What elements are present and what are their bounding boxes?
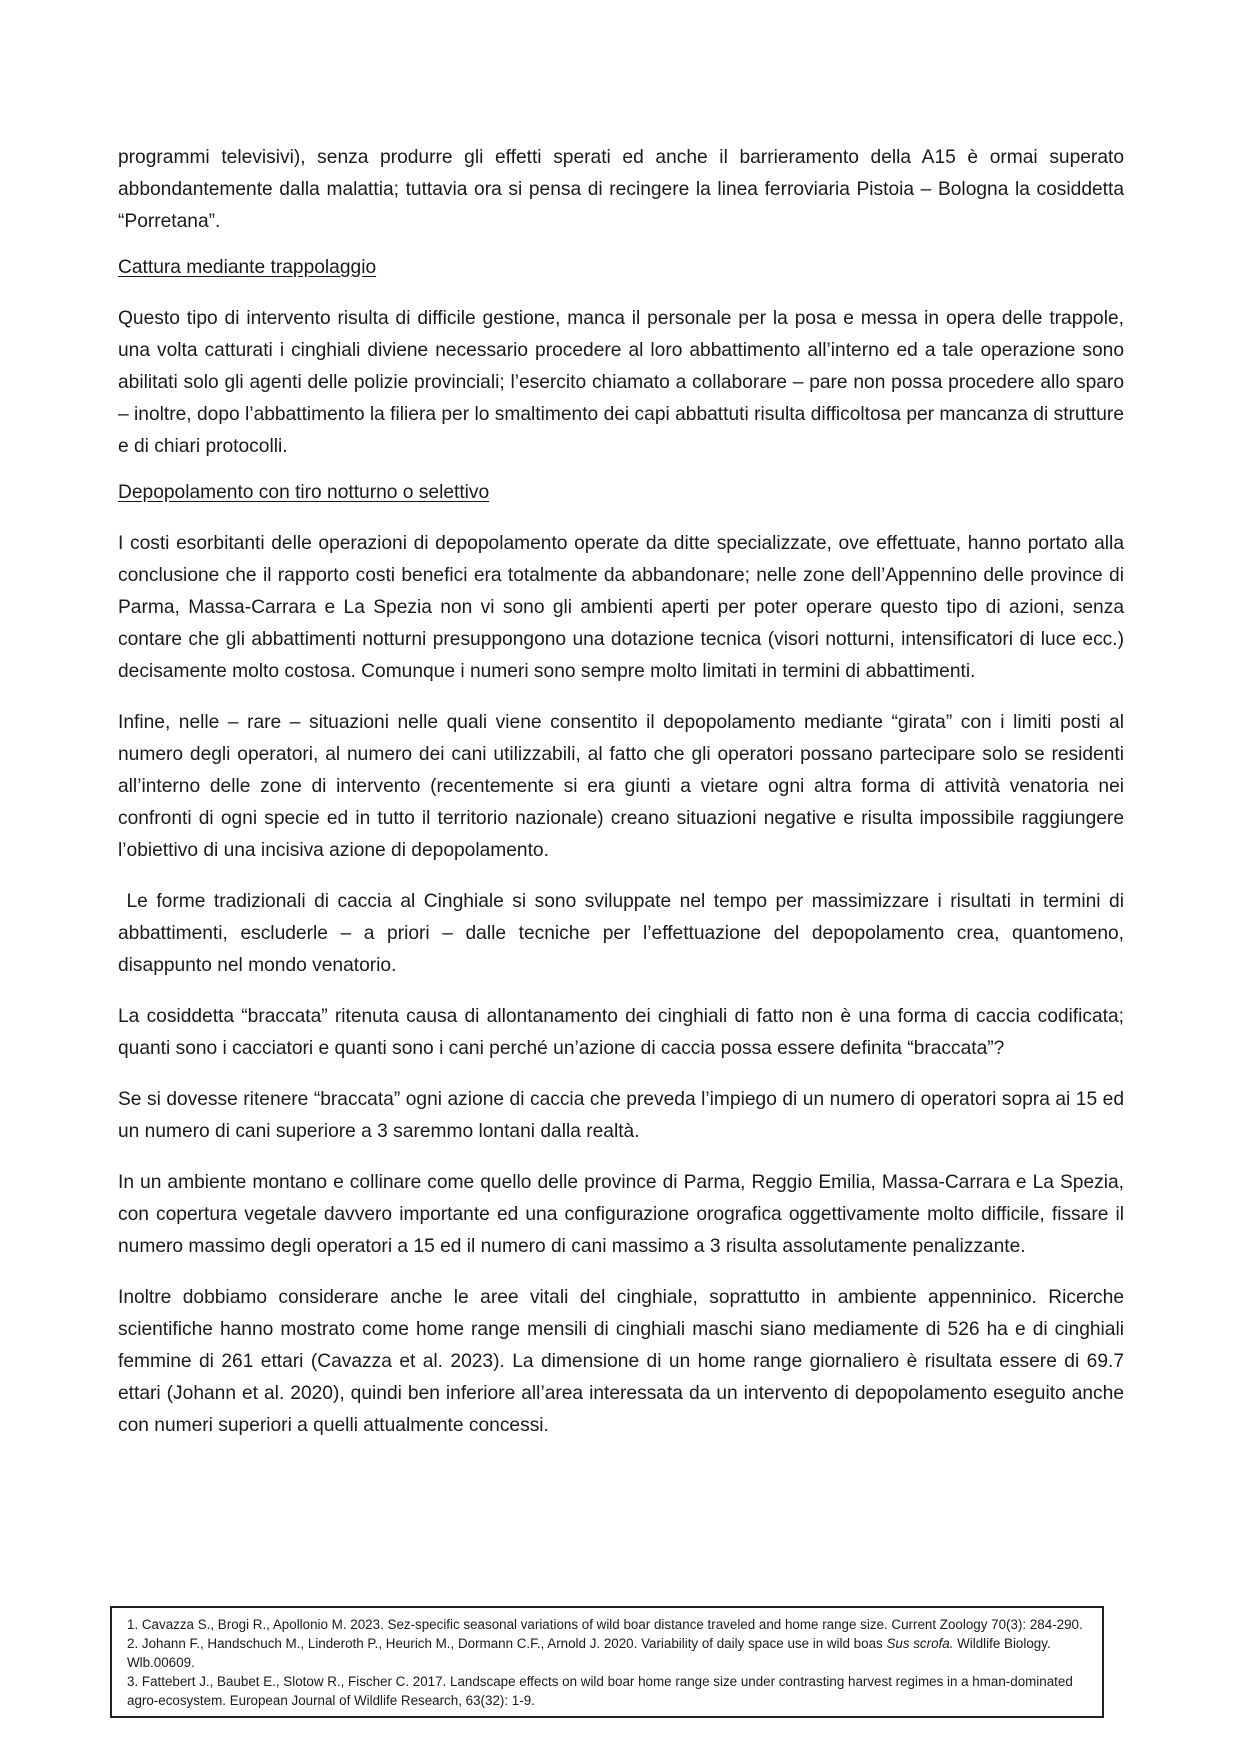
paragraph-porretana: programmi televisivi), senza produrre gli effetti sperati ed anche il barrieramento della A15 è ormai superato abbondantemente dalla malattia; tuttavia ora si pensa di recingere la linea ferroviaria Pistoia – Bologna la cosiddetta “Porretana”.	[118, 147, 1124, 232]
section-heading-depopolamento: Depopolamento con tiro notturno o selettivo	[118, 482, 490, 503]
paragraph-girata: Infine, nelle – rare – situazioni nelle quali viene consentito il depopolamento mediante “girata” con i limiti posti al numero degli operatori, al numero dei cani utilizzabili, al fatto che gli operatori possano partecipare solo se residenti all’interno delle zone di intervento (recentemente si era giunti a vietare ogni altra forma di attività venatoria nei confronti di ogni specie ed in tutto il territorio nazionale) creano situazioni negative e risulta impossibile raggiungere l’obiettivo di una incisiva azione di depopolamento.	[118, 712, 1124, 861]
section-heading-trappolaggio: Cattura mediante trappolaggio	[118, 257, 377, 278]
paragraph-costi: I costi esorbitanti delle operazioni di depopolamento operate da ditte specializzate, ove effettuate, hanno portato alla conclusione che il rapporto costi benefici era totalmente da abbandonare; nelle zone dell’Appennino delle province di Parma, Massa-Carrara e La Spezia non vi sono gli ambienti aperti per poter operare questo tipo di azioni, senza contare che gli abbattimenti notturni presuppongono una dotazione tecnica (visori notturni, intensificatori di luce ecc.) decisamente molto costosa. Comunque i numeri sono sempre molto limitati in termini di abbattimenti.	[118, 533, 1124, 682]
footnote-2-journal: Wildlife Biology. Wlb.00609.	[127, 1636, 1051, 1670]
paragraph-ambiente-montano: In un ambiente montano e collinare come quello delle province di Parma, Reggio Emilia, Massa-Carrara e La Spezia, con copertura vegetale davvero importante ed una configurazione orografica oggettivamente molto difficile, fissare il numero massimo degli operatori a 15 ed il numero di cani massimo a 3 risulta assolutamente penalizzante.	[118, 1172, 1124, 1257]
footnote-2-species: Sus scrofa.	[886, 1636, 954, 1651]
paragraph-numero-operatori: Se si dovesse ritenere “braccata” ogni azione di caccia che preveda l’impiego di un numero di operatori sopra ai 15 ed un numero di cani superiore a 3 saremmo lontani dalla realtà.	[118, 1089, 1124, 1142]
footnotes-box	[110, 1606, 1104, 1718]
paragraph-forme-tradizionali: Le forme tradizionali di caccia al Cinghiale si sono sviluppate nel tempo per massimizzare i risultati in termini di abbattimenti, escluderle – a priori – dalle tecniche per l’effettuazione del depopolamento crea, quantomeno, disappunto nel mondo venatorio.	[118, 891, 1130, 976]
footnote-2	[127, 1634, 1094, 1672]
footnote-2-text: 2. Johann F., Handschuch M., Linderoth P., Heurich M., Dormann C.F., Arnold J. 2020. Variability of daily space use in wild boas	[127, 1636, 887, 1651]
paragraph-braccata: La cosiddetta “braccata” ritenuta causa di allontanamento dei cinghiali di fatto non è una forma di caccia codificata; quanti sono i cacciatori e quanti sono i cani perché un’azione di caccia possa essere definita “braccata”?	[118, 1006, 1124, 1059]
document-body	[118, 142, 1130, 1442]
paragraph-home-range: Inoltre dobbiamo considerare anche le aree vitali del cinghiale, soprattutto in ambiente appenninico. Ricerche scientifiche hanno mostrato come home range mensili di cinghiali maschi siano mediamente di 526 ha e di cinghiali femmine di 261 ettari (Cavazza et al. 2023). La dimensione di un home range giornaliero è risultata essere di 69.7 ettari (Johann et al. 2020), quindi ben inferiore all’area interessata da un intervento di depopolamento eseguito anche con numeri superiori a quelli attualmente concessi.	[118, 1287, 1124, 1436]
footnote-3: 3. Fattebert J., Baubet E., Slotow R., Fischer C. 2017. Landscape effects on wild boar home range size under contrasting harvest regimes in a hman-dominated agro-ecosystem. European Journal of Wildlife Research, 63(32): 1-9.	[127, 1674, 1073, 1708]
paragraph-trappolaggio: Questo tipo di intervento risulta di difficile gestione, manca il personale per la posa e messa in opera delle trappole, una volta catturati i cinghiali diviene necessario procedere al loro abbattimento all’interno ed a tale operazione sono abilitati solo gli agenti delle polizie provinciali; l’esercito chiamato a collaborare – pare non possa procedere allo sparo – inoltre, dopo l’abbattimento la filiera per lo smaltimento dei capi abbattuti risulta difficoltosa per mancanza di strutture e di chiari protocolli.	[118, 308, 1124, 457]
footnote-1: 1. Cavazza S., Brogi R., Apollonio M. 2023. Sez-specific seasonal variations of wild boar distance traveled and home range size. Current Zoology 70(3): 284-290.	[127, 1617, 1083, 1632]
